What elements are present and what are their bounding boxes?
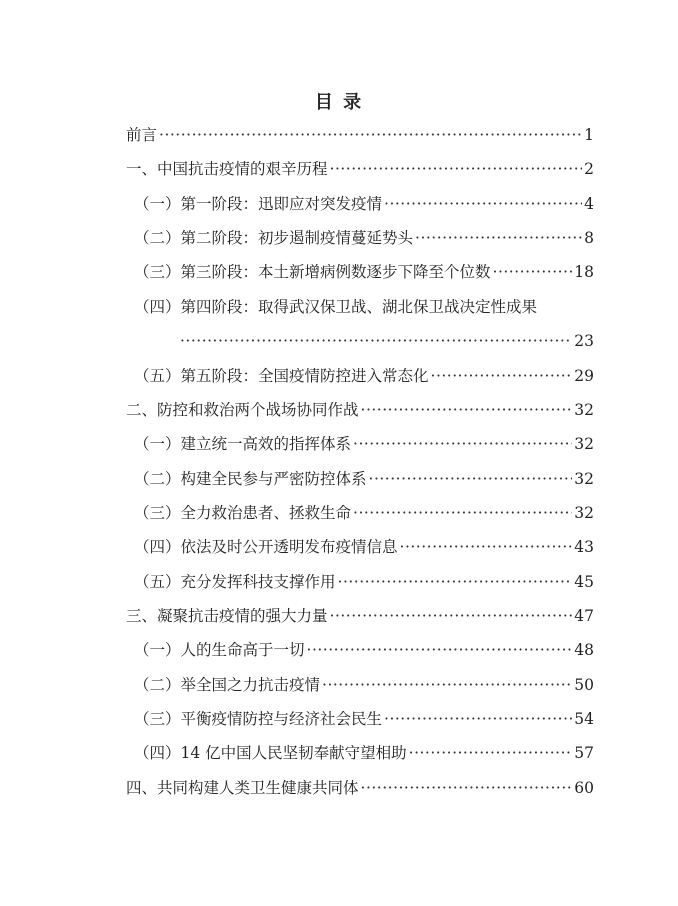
- toc-entry-page: 29: [574, 367, 594, 385]
- toc-entry-text: 三、凝聚抗击疫情的强大力量: [126, 607, 328, 625]
- toc-entry-chapter-2[interactable]: [126, 398, 594, 422]
- toc-entry-text: 前言: [126, 126, 158, 144]
- toc-entry-text: （一）第一阶段：迅即应对突发疫情: [134, 195, 383, 213]
- toc-entry-1-1[interactable]: [134, 192, 594, 216]
- dot-leader: [307, 638, 573, 662]
- toc-entry-page: 32: [574, 401, 594, 419]
- dot-leader: [493, 260, 573, 284]
- toc-entry-text: （四）14 亿中国人民坚韧奉献守望相助: [134, 744, 407, 762]
- toc-entry-2-3[interactable]: [134, 501, 594, 525]
- dot-leader: [384, 192, 582, 216]
- dot-leader: [159, 123, 582, 147]
- toc-entry-text: （二）第二阶段：初步遏制疫情蔓延势头: [134, 229, 414, 247]
- toc-entry-1-3[interactable]: [134, 260, 594, 284]
- dot-leader: [330, 157, 583, 181]
- toc-entry-text: （五）第五阶段：全国疫情防控进入常态化: [134, 367, 429, 385]
- toc-entry-page: 50: [574, 676, 594, 694]
- toc-entry-1-4-continued[interactable]: [178, 329, 594, 353]
- toc-entry-2-1[interactable]: [134, 432, 594, 456]
- toc-entry-page: 8: [584, 229, 594, 247]
- toc-entry-text: （二）举全国之力抗击疫情: [134, 676, 321, 694]
- toc-entry-page: 2: [584, 160, 594, 178]
- dot-leader: [330, 604, 573, 628]
- toc-entry-page: 45: [574, 573, 594, 591]
- toc-entry-page: 18: [574, 263, 594, 281]
- dot-leader: [415, 226, 582, 250]
- toc-entry-page: 48: [574, 641, 594, 659]
- toc-entry-page: 60: [574, 779, 594, 797]
- toc-entry-chapter-3[interactable]: [126, 604, 594, 628]
- toc-entry-3-2[interactable]: [134, 673, 594, 697]
- toc-entry-page: 47: [574, 607, 594, 625]
- dot-leader: [180, 329, 572, 353]
- toc-entry-page: 23: [574, 332, 594, 350]
- dot-leader: [353, 432, 572, 456]
- toc-entry-text: 二、防控和救治两个战场协同作战: [126, 401, 359, 419]
- toc-entry-page: 1: [584, 126, 594, 144]
- toc-entry-page: 32: [574, 435, 594, 453]
- toc-entry-page: 57: [574, 744, 594, 762]
- dot-leader: [431, 364, 573, 388]
- toc-entry-chapter-1[interactable]: [126, 157, 594, 181]
- toc-entry-1-5[interactable]: [134, 364, 594, 388]
- toc-entry-3-3[interactable]: [134, 707, 594, 731]
- toc-entry-text: （四）第四阶段：取得武汉保卫战、湖北保卫战决定性成果: [134, 298, 538, 316]
- toc-entry-page: 32: [574, 470, 594, 488]
- dot-leader: [369, 467, 573, 491]
- toc-entry-1-2[interactable]: [134, 226, 594, 250]
- toc-entry-text: （四）依法及时公开透明发布疫情信息: [134, 538, 398, 556]
- dot-leader: [338, 570, 573, 594]
- toc-entry-text: （一）人的生命高于一切: [134, 641, 305, 659]
- toc-entry-chapter-4[interactable]: [126, 776, 594, 800]
- dot-leader: [322, 673, 572, 697]
- toc-entry-text: （一）建立统一高效的指挥体系: [134, 435, 352, 453]
- toc-entry-text: 四、共同构建人类卫生健康共同体: [126, 779, 359, 797]
- toc-entry-page: 4: [584, 195, 594, 213]
- dot-leader: [384, 707, 572, 731]
- toc-entry-text: （三）全力救治患者、拯救生命: [134, 504, 352, 522]
- toc-entry-page: 32: [574, 504, 594, 522]
- toc-entry-3-1[interactable]: [134, 638, 594, 662]
- toc-entry-1-4[interactable]: [134, 295, 594, 319]
- toc-entry-page: 54: [574, 710, 594, 728]
- toc-entry-preface[interactable]: [126, 123, 594, 147]
- dot-leader: [409, 741, 573, 765]
- dot-leader: [400, 535, 573, 559]
- toc-entry-2-4[interactable]: [134, 535, 594, 559]
- toc-entry-3-4[interactable]: [134, 741, 594, 765]
- dot-leader: [361, 776, 573, 800]
- dot-leader: [353, 501, 572, 525]
- toc-entry-text: （二）构建全民参与严密防控体系: [134, 470, 367, 488]
- toc-entry-text: 一、中国抗击疫情的艰辛历程: [126, 160, 328, 178]
- toc-entry-text: （三）第三阶段：本土新增病例数逐步下降至个位数: [134, 263, 491, 281]
- toc-entry-page: 43: [574, 538, 594, 556]
- toc-title: 目 录: [314, 92, 364, 113]
- dot-leader: [361, 398, 573, 422]
- toc-entry-text: （五）充分发挥科技支撑作用: [134, 573, 336, 591]
- toc-entry-2-5[interactable]: [134, 570, 594, 594]
- toc-entry-text: （三）平衡疫情防控与经济社会民生: [134, 710, 383, 728]
- toc-entry-2-2[interactable]: [134, 467, 594, 491]
